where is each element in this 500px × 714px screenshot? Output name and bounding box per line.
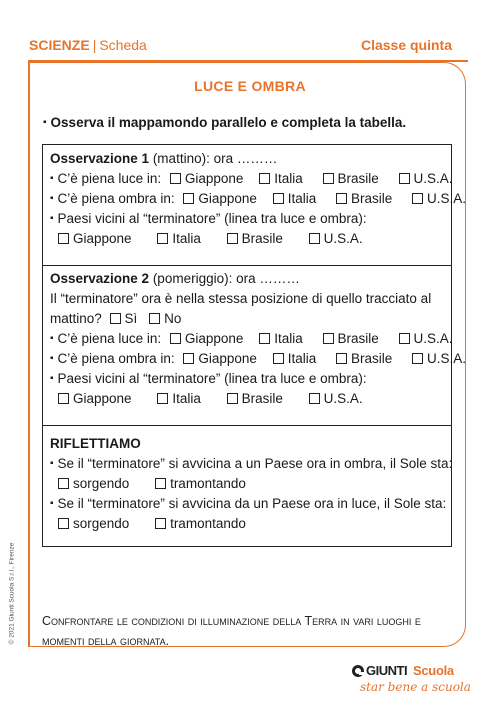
checkbox[interactable] <box>336 353 347 364</box>
checkbox[interactable] <box>412 193 423 204</box>
sheet-type: Scheda <box>99 37 147 53</box>
obs1-light-brasile[interactable] <box>323 171 379 186</box>
instruction-text: Osserva il mappamondo parallelo e completa la tabella. <box>50 115 407 130</box>
country-label: Giappone <box>198 191 257 206</box>
checkbox[interactable] <box>273 353 284 364</box>
obs2-light-row <box>50 331 453 346</box>
checkbox[interactable] <box>149 313 160 324</box>
country-label: Italia <box>287 191 317 206</box>
obs2-no-option[interactable] <box>149 311 181 326</box>
page-frame-left <box>28 62 30 647</box>
checkbox[interactable] <box>183 193 194 204</box>
checkbox[interactable] <box>170 173 181 184</box>
obs2-question-end: mattino? <box>50 311 102 326</box>
obs1-term-brasile[interactable] <box>227 231 283 246</box>
country-label: U.S.A. <box>323 391 363 406</box>
country-label: U.S.A. <box>413 331 453 346</box>
obs2-shadow-label: C’è piena ombra in: <box>57 351 175 366</box>
checkbox[interactable] <box>183 353 194 364</box>
country-label: Giappone <box>184 331 244 346</box>
obs2-light-italia[interactable] <box>259 331 303 346</box>
obs1-term-giappone[interactable] <box>58 231 132 246</box>
checkbox[interactable] <box>58 518 69 529</box>
checkbox[interactable] <box>155 478 166 489</box>
logo-giunti: GIUNTI <box>366 663 408 678</box>
g-logo-icon <box>352 665 364 677</box>
q2-setting-option[interactable] <box>155 516 246 531</box>
obs2-light-label: C’è piena luce in: <box>57 331 162 346</box>
country-label: Italia <box>274 331 303 346</box>
obs2-terminator-row <box>58 391 363 406</box>
country-label: Brasile <box>337 331 379 346</box>
bullet-icon: ▪ <box>50 498 54 509</box>
checkbox[interactable] <box>155 518 166 529</box>
obs2-heading-line <box>50 271 300 286</box>
obs2-question-line1: Il “terminatore” ora è nella stessa posizione di quello tracciato al <box>50 291 432 306</box>
reflect-heading: RIFLETTIAMO <box>50 436 141 451</box>
subject-label: SCIENZE <box>29 37 90 53</box>
obs2-light-giappone[interactable] <box>170 331 244 346</box>
obs2-light-brasile[interactable] <box>323 331 379 346</box>
setting-label: tramontando <box>170 516 246 531</box>
checkbox[interactable] <box>309 233 320 244</box>
reflect-q2-options <box>58 516 246 531</box>
setting-label: tramontando <box>170 476 246 491</box>
worksheet-title: LUCE E OMBRA <box>194 78 306 94</box>
country-label: Brasile <box>351 351 393 366</box>
copyright-notice: © 2021 Giunti Scuola S.r.l., Firenze <box>8 542 16 645</box>
country-label: Brasile <box>241 391 283 406</box>
obs1-heading-line <box>50 151 277 166</box>
checkbox[interactable] <box>323 333 334 344</box>
reflect-q1-text: Se il “terminatore” si avvicina a un Paese ora in ombra, il Sole sta: <box>57 456 453 471</box>
obs1-shadow-row <box>50 191 466 206</box>
q1-rising-option[interactable] <box>58 476 129 491</box>
obs2-light-usa[interactable] <box>399 331 453 346</box>
obs1-time: (mattino): ora ……… <box>149 151 278 166</box>
obs2-shadow-usa[interactable] <box>412 351 466 366</box>
yes-label: Sì <box>124 311 138 326</box>
obs2-shadow-italia[interactable] <box>273 351 317 366</box>
checkbox[interactable] <box>110 313 121 324</box>
obs1-light-italia[interactable] <box>259 171 303 186</box>
bullet-icon: ▪ <box>50 173 54 184</box>
country-label: Italia <box>274 171 303 186</box>
reflect-q1 <box>50 456 452 471</box>
no-label: No <box>164 311 182 326</box>
checkbox[interactable] <box>259 173 270 184</box>
header-separator: | <box>92 37 97 53</box>
country-label: Brasile <box>241 231 283 246</box>
bullet-icon: ▪ <box>43 117 47 128</box>
obs1-shadow-brasile[interactable] <box>336 191 392 206</box>
bullet-icon: ▪ <box>50 353 54 364</box>
obs2-question-line2 <box>50 311 181 326</box>
checkbox[interactable] <box>157 393 168 404</box>
country-label: Giappone <box>184 171 244 186</box>
checkbox[interactable] <box>58 478 69 489</box>
learning-objective: Confrontare le condizioni di illuminazione della Terra in vari luoghi e momenti della giornata. <box>42 614 421 648</box>
class-label: Classe quinta <box>360 37 452 53</box>
bullet-icon: ▪ <box>50 458 54 469</box>
bullet-icon: ▪ <box>50 373 54 384</box>
bullet-icon: ▪ <box>50 333 54 344</box>
checkbox[interactable] <box>399 173 410 184</box>
reflect-q2-text: Se il “terminatore” si avvicina da un Paese ora in luce, il Sole sta: <box>57 496 447 511</box>
instruction <box>43 115 406 130</box>
obs2-time: (pomeriggio): ora ……… <box>149 271 300 286</box>
observation-1-box <box>42 144 467 266</box>
country-label: Brasile <box>351 191 393 206</box>
obs2-shadow-brasile[interactable] <box>336 351 392 366</box>
obs2-shadow-giappone[interactable] <box>183 351 257 366</box>
obs2-terminator-label: Paesi vicini al “terminatore” (linea tra luce e ombra): <box>57 371 367 386</box>
country-label: U.S.A. <box>427 351 467 366</box>
obs1-terminator-label-line <box>50 211 367 226</box>
checkbox[interactable] <box>170 333 181 344</box>
checkbox[interactable] <box>323 173 334 184</box>
country-label: U.S.A. <box>427 191 467 206</box>
logo-tagline: star bene a scuola <box>360 680 471 694</box>
country-label: Giappone <box>73 391 132 406</box>
obs1-term-italia[interactable] <box>157 231 201 246</box>
obs1-shadow-usa[interactable] <box>412 191 466 206</box>
checkbox[interactable] <box>309 393 320 404</box>
obs1-light-usa[interactable] <box>399 171 453 186</box>
rising-label: sorgendo <box>73 516 130 531</box>
observation-2-box <box>42 265 467 426</box>
header-subject <box>29 37 147 53</box>
obs1-light-label: C’è piena luce in: <box>57 171 162 186</box>
obs2-term-usa[interactable] <box>309 391 363 406</box>
country-label: Giappone <box>73 231 132 246</box>
q1-setting-option[interactable] <box>155 476 246 491</box>
obs2-term-brasile[interactable] <box>227 391 283 406</box>
rising-label: sorgendo <box>73 476 130 491</box>
q2-rising-option[interactable] <box>58 516 129 531</box>
obs1-light-giappone[interactable] <box>170 171 244 186</box>
checkbox[interactable] <box>399 333 410 344</box>
obs1-shadow-italia[interactable] <box>273 191 317 206</box>
country-label: Brasile <box>337 171 379 186</box>
obs1-terminator-row <box>58 231 363 246</box>
obs2-terminator-label-line <box>50 371 367 386</box>
obs1-term-usa[interactable] <box>309 231 363 246</box>
obs2-term-italia[interactable] <box>157 391 201 406</box>
obs2-heading: Osservazione 2 <box>50 271 150 286</box>
checkbox[interactable] <box>157 233 168 244</box>
country-label: U.S.A. <box>413 171 453 186</box>
obs1-heading: Osservazione 1 <box>50 151 150 166</box>
obs1-light-row <box>50 171 453 186</box>
obs1-shadow-label: C’è piena ombra in: <box>57 191 175 206</box>
checkbox[interactable] <box>273 193 284 204</box>
country-label: Italia <box>172 231 201 246</box>
logo-scuola: Scuola <box>413 663 454 678</box>
obs2-yes-option[interactable] <box>110 311 138 326</box>
checkbox[interactable] <box>58 393 69 404</box>
country-label: Giappone <box>198 351 257 366</box>
country-label: U.S.A. <box>323 231 363 246</box>
reflect-q1-options <box>58 476 246 491</box>
checkbox[interactable] <box>227 233 238 244</box>
checkbox[interactable] <box>227 393 238 404</box>
obs1-terminator-label: Paesi vicini al “terminatore” (linea tra luce e ombra): <box>57 211 367 226</box>
bullet-icon: ▪ <box>50 193 54 204</box>
obs2-shadow-row <box>50 351 466 366</box>
checkbox[interactable] <box>336 193 347 204</box>
country-label: Italia <box>172 391 201 406</box>
checkbox[interactable] <box>58 233 69 244</box>
bullet-icon: ▪ <box>50 213 54 224</box>
reflect-q2 <box>50 496 446 511</box>
obs1-shadow-giappone[interactable] <box>183 191 257 206</box>
checkbox[interactable] <box>259 333 270 344</box>
reflect-box <box>42 425 452 547</box>
checkbox[interactable] <box>412 353 423 364</box>
country-label: Italia <box>287 351 317 366</box>
obs2-term-giappone[interactable] <box>58 391 132 406</box>
